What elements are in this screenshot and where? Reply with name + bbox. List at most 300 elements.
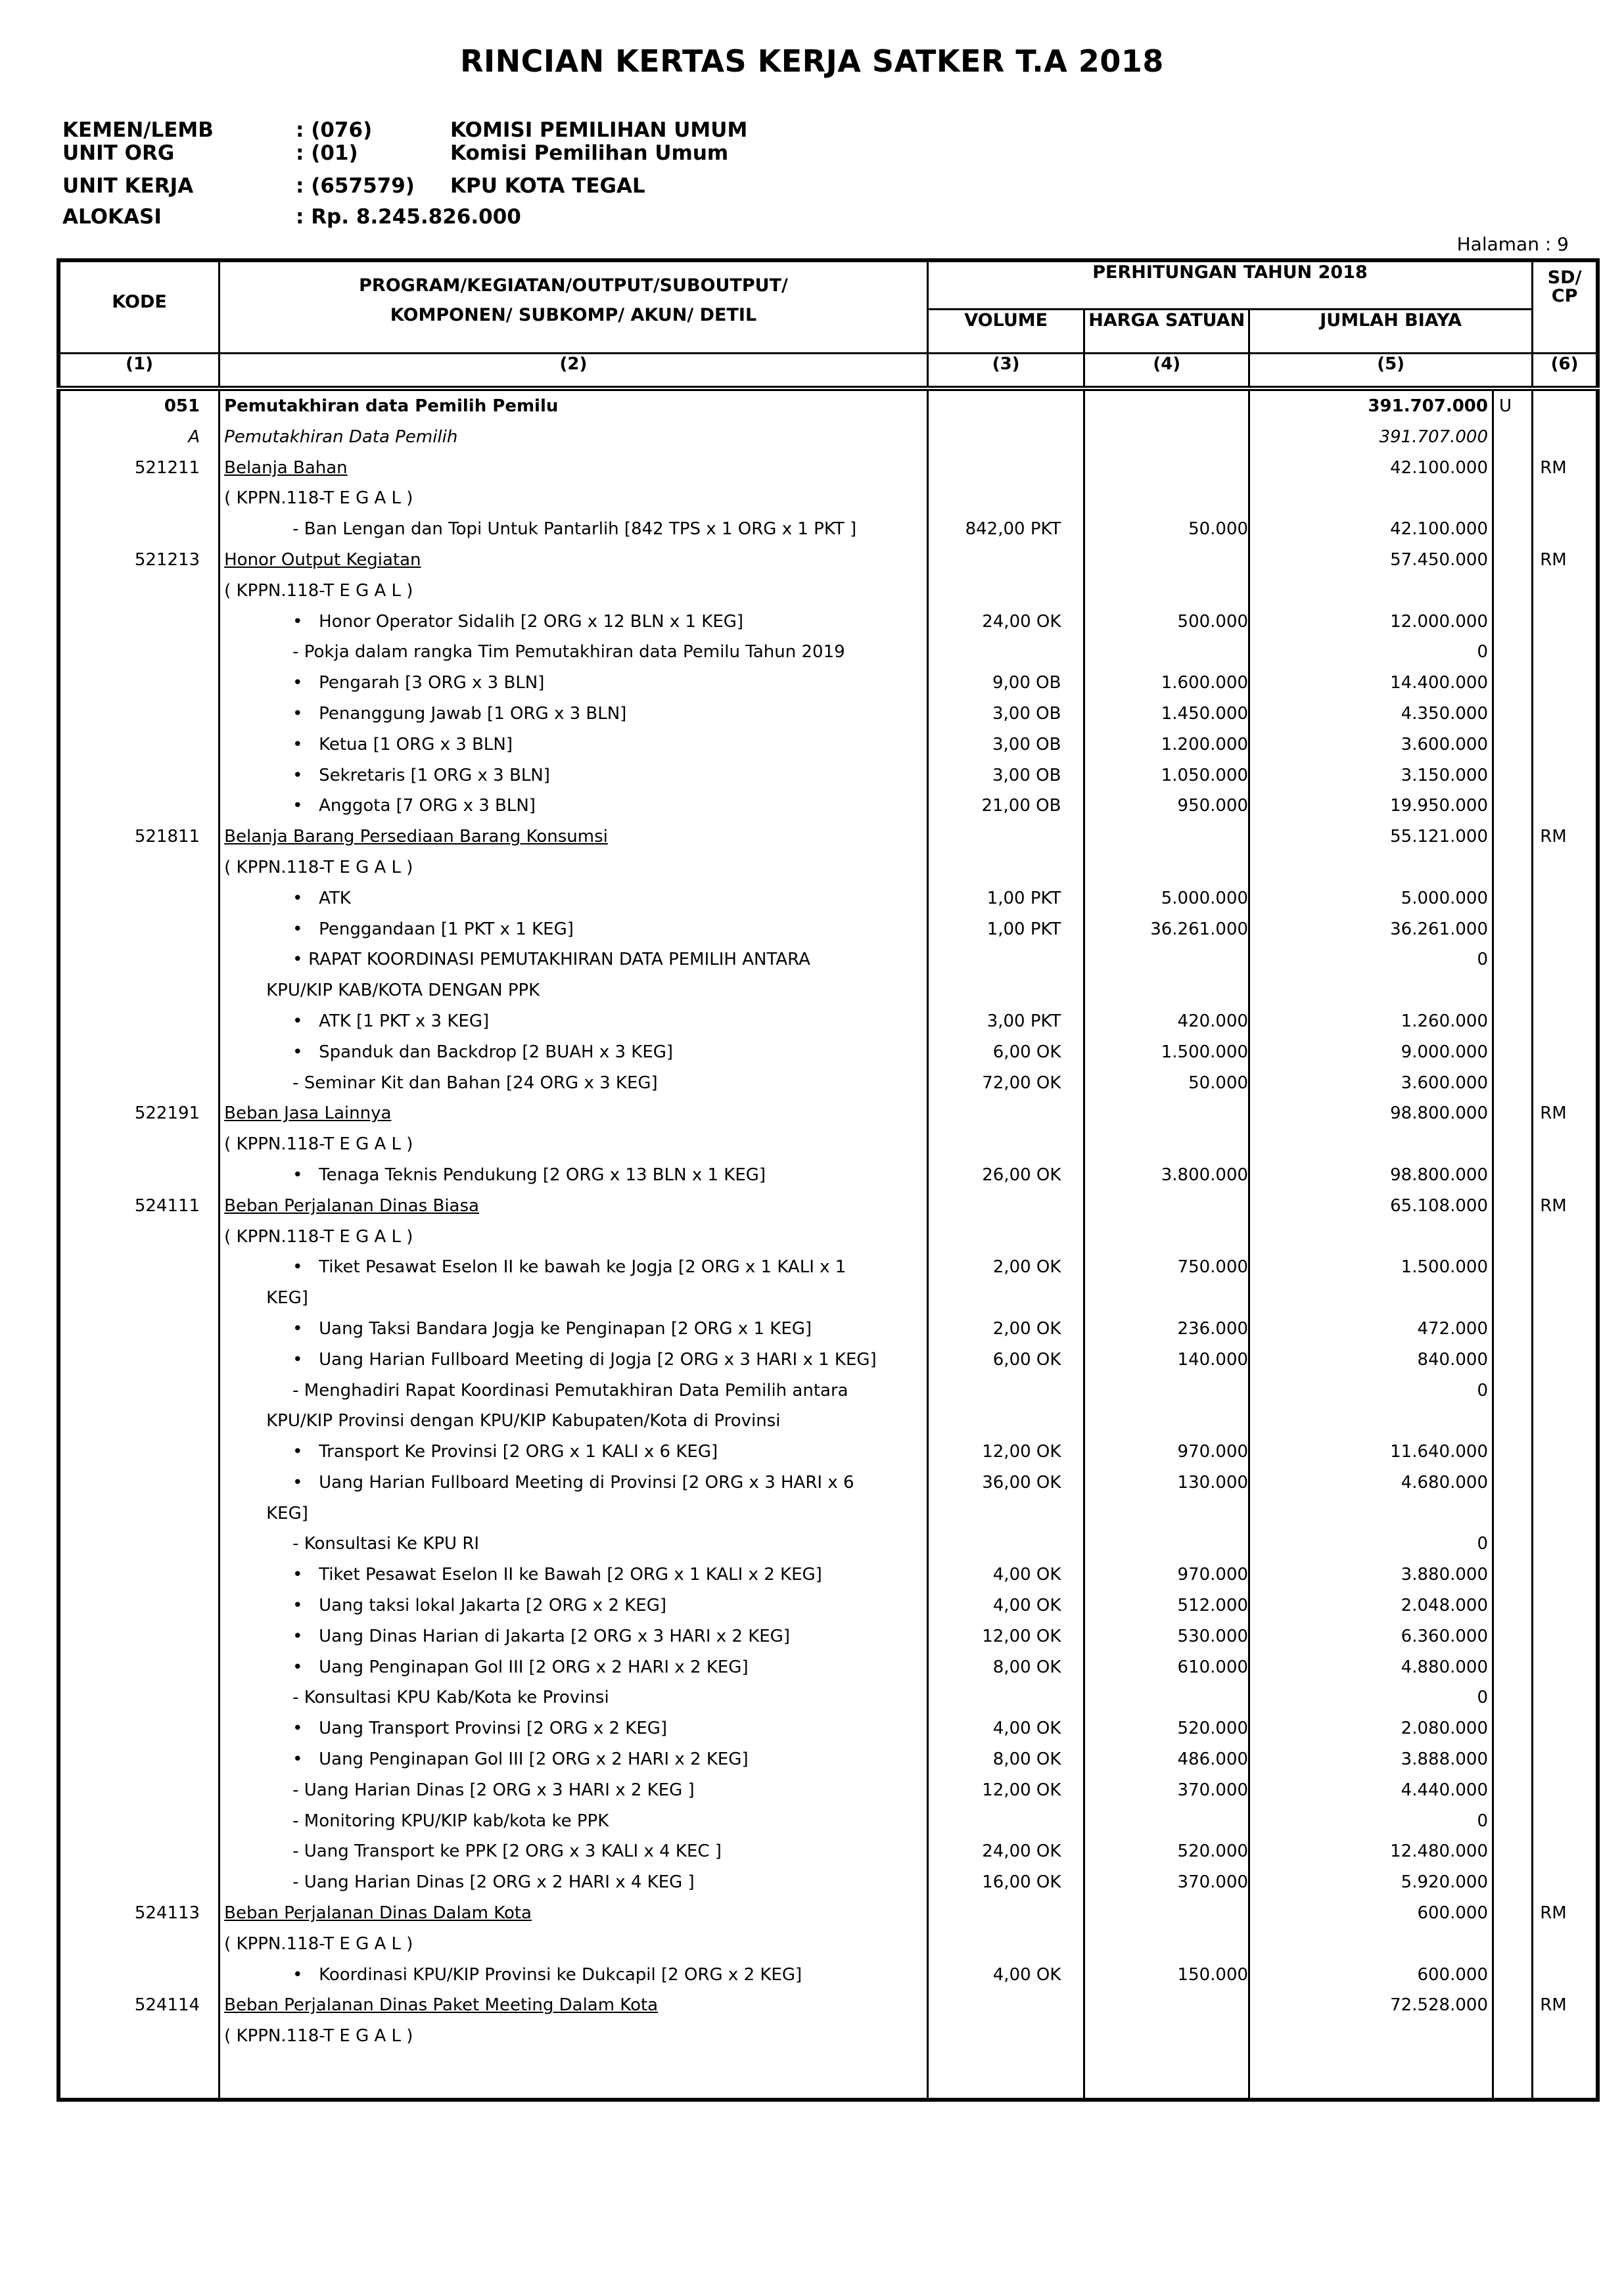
row-jumlah-biaya-text: 72.528.000 <box>1390 1995 1488 2016</box>
row-cp <box>1533 1929 1598 1960</box>
row-volume <box>927 1529 1084 1560</box>
row-cp <box>1533 1068 1598 1099</box>
row-kode <box>58 1129 220 1160</box>
row-volume-text: 1,00 PKT <box>986 919 1061 939</box>
row-harga-satuan <box>1084 914 1249 945</box>
row-volume <box>927 1590 1084 1621</box>
row-volume-text: 12,00 OK <box>982 1626 1061 1646</box>
row-cp <box>1533 1529 1598 1560</box>
row-kode <box>58 637 220 668</box>
row-uraian-text: Uang Penginapan Gol III [2 ORG x 2 HARI x 2 KEG] <box>319 1657 749 1677</box>
row-kode <box>58 1468 220 1498</box>
row-cp <box>1533 1098 1598 1129</box>
row-kode <box>58 1744 220 1775</box>
row-volume <box>927 2021 1084 2052</box>
row-jumlah-biaya <box>1249 1682 1493 1713</box>
row-jumlah-biaya-text: 0 <box>1477 1688 1488 1708</box>
row-jumlah-biaya-text: 57.450.000 <box>1390 549 1488 570</box>
table-row <box>58 1929 1598 1960</box>
row-harga-satuan-text: 750.000 <box>1177 1257 1249 1278</box>
header-kode: KODE <box>58 260 220 354</box>
row-volume <box>927 729 1084 760</box>
row-sd <box>1493 388 1533 422</box>
row-sd <box>1493 1160 1533 1191</box>
row-jumlah-biaya-text: 0 <box>1477 950 1488 970</box>
row-uraian-text: ATK <box>319 888 351 908</box>
row-jumlah-biaya <box>1249 1744 1493 1775</box>
table-row <box>58 483 1598 514</box>
table-row <box>58 944 1598 975</box>
row-cp <box>1533 1867 1598 1898</box>
row-uraian <box>220 637 928 668</box>
row-cp-text: RM <box>1540 1195 1567 1216</box>
row-sd <box>1493 1744 1533 1775</box>
row-volume-text: 1,00 PKT <box>986 888 1061 908</box>
row-sd <box>1493 975 1533 1006</box>
row-uraian-text: - Monitoring KPU/KIP kab/kota ke PPK <box>292 1811 609 1831</box>
row-harga-satuan <box>1084 514 1249 545</box>
row-jumlah-biaya-text: 19.950.000 <box>1390 796 1488 816</box>
table-row <box>58 1713 1598 1744</box>
row-uraian-text: Tiket Pesawat Eselon II ke Bawah [2 ORG x 1 KALI x 2 KEG] <box>319 1565 822 1585</box>
row-harga-satuan-text: 520.000 <box>1177 1841 1249 1862</box>
row-kode <box>58 1037 220 1068</box>
row-kode <box>58 729 220 760</box>
table-row <box>58 2021 1598 2052</box>
table-row <box>58 1191 1598 1222</box>
row-kode <box>58 1775 220 1806</box>
row-kode <box>58 822 220 852</box>
row-harga-satuan <box>1084 1744 1249 1775</box>
row-cp <box>1533 1898 1598 1929</box>
bullet-icon: • <box>292 888 303 908</box>
table-bottom-spacer <box>58 2052 1598 2100</box>
row-uraian-text: Uang taksi lokal Jakarta [2 ORG x 2 KEG] <box>319 1596 667 1616</box>
row-harga-satuan-text: 370.000 <box>1177 1780 1249 1800</box>
row-jumlah-biaya <box>1249 1252 1493 1283</box>
meta-label: UNIT ORG <box>62 141 175 165</box>
row-volume-text: 4,00 OK <box>992 1964 1061 1985</box>
row-cp <box>1533 637 1598 668</box>
table-row <box>58 1990 1598 2021</box>
row-sd <box>1493 1836 1533 1867</box>
row-uraian <box>220 1713 928 1744</box>
row-harga-satuan <box>1084 1006 1249 1037</box>
row-uraian-text: Belanja Barang Persediaan Barang Konsumsi <box>224 827 608 847</box>
row-jumlah-biaya-text: 36.261.000 <box>1390 919 1488 939</box>
empty-cell <box>1533 2052 1598 2100</box>
row-jumlah-biaya <box>1249 2021 1493 2052</box>
row-harga-satuan <box>1084 637 1249 668</box>
row-uraian-text: RAPAT KOORDINASI PEMUTAKHIRAN DATA PEMILIH ANTARA <box>308 950 810 970</box>
bullet-icon: • <box>292 1719 303 1739</box>
row-jumlah-biaya <box>1249 1437 1493 1468</box>
row-uraian-text: Beban Perjalanan Dinas Biasa <box>224 1195 479 1216</box>
row-sd <box>1493 1468 1533 1498</box>
row-cp-text: RM <box>1540 1103 1567 1124</box>
row-uraian <box>220 1652 928 1683</box>
row-harga-satuan <box>1084 1068 1249 1099</box>
row-jumlah-biaya <box>1249 1960 1493 1991</box>
row-kode <box>58 1191 220 1222</box>
bullet-icon: • <box>292 611 303 632</box>
row-volume-text: 9,00 OB <box>992 673 1061 693</box>
row-harga-satuan <box>1084 1345 1249 1376</box>
row-uraian <box>220 914 928 945</box>
row-harga-satuan-text: 140.000 <box>1177 1349 1249 1370</box>
row-jumlah-biaya-text: 9.000.000 <box>1401 1042 1488 1062</box>
row-uraian <box>220 1283 928 1314</box>
row-uraian-text: Tenaga Teknis Pendukung [2 ORG x 13 BLN x 1 KEG] <box>319 1165 766 1185</box>
table-row <box>58 1406 1598 1437</box>
empty-cell <box>58 2052 220 2100</box>
row-jumlah-biaya <box>1249 1345 1493 1376</box>
table-row <box>58 1160 1598 1191</box>
row-uraian-text: Uang Dinas Harian di Jakarta [2 ORG x 3 HARI x 2 KEG] <box>319 1626 790 1646</box>
row-uraian <box>220 1775 928 1806</box>
row-cp <box>1533 1468 1598 1498</box>
row-uraian-text: - Uang Harian Dinas [2 ORG x 2 HARI x 4 KEG ] <box>292 1872 695 1893</box>
row-cp <box>1533 1406 1598 1437</box>
row-uraian-text: Beban Perjalanan Dinas Paket Meeting Dalam Kota <box>224 1995 659 2016</box>
row-uraian-text: Penanggung Jawab [1 ORG x 3 BLN] <box>319 703 627 724</box>
row-sd <box>1493 1529 1533 1560</box>
row-jumlah-biaya <box>1249 1037 1493 1068</box>
row-harga-satuan-text: 50.000 <box>1188 1073 1249 1093</box>
row-uraian <box>220 1376 928 1406</box>
row-uraian-text: ( KPPN.118-T E G A L ) <box>224 1933 413 1954</box>
row-uraian <box>220 1037 928 1068</box>
row-uraian <box>220 1806 928 1837</box>
row-volume <box>927 1652 1084 1683</box>
row-cp <box>1533 883 1598 914</box>
row-uraian <box>220 975 928 1006</box>
row-cp <box>1533 914 1598 945</box>
row-sd <box>1493 729 1533 760</box>
row-uraian-text: KPU/KIP KAB/KOTA DENGAN PPK <box>266 981 540 1001</box>
row-cp <box>1533 760 1598 791</box>
row-uraian-text: ( KPPN.118-T E G A L ) <box>224 580 413 601</box>
row-volume <box>927 822 1084 852</box>
row-volume-text: 3,00 OB <box>992 703 1061 724</box>
row-jumlah-biaya <box>1249 1468 1493 1498</box>
row-uraian-text: ( KPPN.118-T E G A L ) <box>224 1226 413 1247</box>
row-cp <box>1533 822 1598 852</box>
row-volume <box>927 514 1084 545</box>
empty-cell <box>1084 2052 1249 2100</box>
table-row <box>58 1867 1598 1898</box>
row-kode <box>58 1529 220 1560</box>
row-cp-text: RM <box>1540 549 1567 570</box>
row-volume-text: 72,00 OK <box>982 1073 1061 1093</box>
row-volume <box>927 883 1084 914</box>
row-cp <box>1533 975 1598 1006</box>
meta-value: Komisi Pemilihan Umum <box>450 141 729 165</box>
table-row <box>58 1283 1598 1314</box>
row-cp <box>1533 1682 1598 1713</box>
row-uraian-text: Spanduk dan Backdrop [2 BUAH x 3 KEG] <box>319 1042 674 1062</box>
row-kode <box>58 668 220 699</box>
row-jumlah-biaya-text: 600.000 <box>1417 1903 1488 1924</box>
row-harga-satuan <box>1084 944 1249 975</box>
row-jumlah-biaya <box>1249 1836 1493 1867</box>
table-row <box>58 1529 1598 1560</box>
row-cp <box>1533 1560 1598 1590</box>
header-program-line1: PROGRAM/KEGIATAN/OUTPUT/SUBOUTPUT/ <box>359 275 788 296</box>
row-cp <box>1533 1806 1598 1837</box>
table-body <box>58 388 1598 2100</box>
row-volume <box>927 668 1084 699</box>
row-uraian <box>220 1836 928 1867</box>
row-volume <box>927 1406 1084 1437</box>
row-sd <box>1493 1098 1533 1129</box>
row-uraian <box>220 729 928 760</box>
row-harga-satuan <box>1084 668 1249 699</box>
row-harga-satuan <box>1084 852 1249 883</box>
row-jumlah-biaya <box>1249 729 1493 760</box>
bullet-icon: • <box>292 765 303 785</box>
row-sd <box>1493 760 1533 791</box>
row-cp <box>1533 729 1598 760</box>
row-jumlah-biaya-text: 3.600.000 <box>1401 1073 1488 1093</box>
table-row <box>58 729 1598 760</box>
row-kode <box>58 1376 220 1406</box>
row-kode <box>58 1160 220 1191</box>
row-volume <box>927 1437 1084 1468</box>
row-sd <box>1493 1314 1533 1345</box>
meta-label: UNIT KERJA <box>62 174 194 198</box>
row-cp <box>1533 388 1598 422</box>
row-kode <box>58 1960 220 1991</box>
row-uraian-text: Uang Transport Provinsi [2 ORG x 2 KEG] <box>319 1719 668 1739</box>
row-kode <box>58 852 220 883</box>
row-sd <box>1493 1960 1533 1991</box>
row-sd <box>1493 1376 1533 1406</box>
table-row <box>58 1560 1598 1590</box>
row-volume <box>927 1129 1084 1160</box>
row-volume <box>927 1560 1084 1590</box>
row-harga-satuan-text: 130.000 <box>1177 1472 1249 1493</box>
row-cp <box>1533 1621 1598 1652</box>
row-kode-text: 524113 <box>134 1903 200 1924</box>
bullet-icon: • <box>292 1042 303 1062</box>
table-row <box>58 1037 1598 1068</box>
table-row <box>58 914 1598 945</box>
row-harga-satuan <box>1084 1898 1249 1929</box>
table-row <box>58 668 1598 699</box>
row-jumlah-biaya <box>1249 453 1493 484</box>
row-jumlah-biaya-text: 12.480.000 <box>1390 1841 1488 1862</box>
row-volume <box>927 1836 1084 1867</box>
row-sd <box>1493 791 1533 822</box>
row-cp <box>1533 1836 1598 1867</box>
row-volume <box>927 607 1084 637</box>
row-harga-satuan <box>1084 1222 1249 1253</box>
row-volume-text: 3,00 PKT <box>986 1011 1061 1031</box>
bullet-icon: • <box>292 1442 303 1462</box>
row-uraian <box>220 760 928 791</box>
row-kode <box>58 607 220 637</box>
row-harga-satuan <box>1084 422 1249 453</box>
row-uraian-text: KEG] <box>266 1288 308 1308</box>
row-uraian-text: Koordinasi KPU/KIP Provinsi ke Dukcapil [2 ORG x 2 KEG] <box>319 1964 802 1985</box>
row-harga-satuan-text: 1.500.000 <box>1161 1042 1249 1062</box>
row-sd <box>1493 1590 1533 1621</box>
row-uraian-text: - Uang Harian Dinas [2 ORG x 3 HARI x 2 KEG ] <box>292 1780 695 1800</box>
row-uraian-text: Transport Ke Provinsi [2 ORG x 1 KALI x 6 KEG] <box>319 1442 718 1462</box>
row-sd <box>1493 1437 1533 1468</box>
row-harga-satuan <box>1084 822 1249 852</box>
row-uraian-text: Uang Harian Fullboard Meeting di Jogja [2 ORG x 3 HARI x 1 KEG] <box>319 1349 877 1370</box>
row-kode <box>58 1652 220 1683</box>
row-cp <box>1533 699 1598 729</box>
row-uraian <box>220 483 928 514</box>
row-harga-satuan <box>1084 2021 1249 2052</box>
row-cp-text: RM <box>1540 1995 1567 2016</box>
row-uraian <box>220 1406 928 1437</box>
row-sd <box>1493 1898 1533 1929</box>
row-jumlah-biaya-text: 2.080.000 <box>1401 1719 1488 1739</box>
row-sd <box>1493 545 1533 576</box>
colnum-6: (6) <box>1533 354 1598 389</box>
row-uraian-text: Sekretaris [1 ORG x 3 BLN] <box>319 765 550 785</box>
row-sd <box>1493 1682 1533 1713</box>
row-cp <box>1533 514 1598 545</box>
row-jumlah-biaya-text: 4.680.000 <box>1401 1472 1488 1493</box>
row-uraian <box>220 1682 928 1713</box>
row-volume <box>927 1867 1084 1898</box>
row-sd <box>1493 576 1533 607</box>
header-sdcp: SD/ CP <box>1533 260 1598 354</box>
row-jumlah-biaya <box>1249 1560 1493 1590</box>
row-cp <box>1533 1037 1598 1068</box>
row-uraian <box>220 1252 928 1283</box>
table-row <box>58 1652 1598 1683</box>
row-kode <box>58 1990 220 2021</box>
row-cp <box>1533 1744 1598 1775</box>
row-jumlah-biaya-text: 391.707.000 <box>1379 427 1488 447</box>
table-row <box>58 637 1598 668</box>
row-volume-text: 12,00 OK <box>982 1442 1061 1462</box>
row-uraian-text: Belanja Bahan <box>224 457 348 478</box>
table-row <box>58 1960 1598 1991</box>
row-kode-text: 524111 <box>134 1195 200 1216</box>
row-kode <box>58 1590 220 1621</box>
row-uraian-text: - Ban Lengan dan Topi Untuk Pantarlih [842 TPS x 1 ORG x 1 PKT ] <box>292 519 857 540</box>
table-row <box>58 1098 1598 1129</box>
row-cp <box>1533 1713 1598 1744</box>
row-kode <box>58 883 220 914</box>
row-cp <box>1533 576 1598 607</box>
row-harga-satuan <box>1084 1160 1249 1191</box>
row-jumlah-biaya-text: 11.640.000 <box>1390 1442 1488 1462</box>
row-cp <box>1533 545 1598 576</box>
row-jumlah-biaya <box>1249 1406 1493 1437</box>
row-jumlah-biaya-text: 1.500.000 <box>1401 1257 1488 1278</box>
row-cp <box>1533 422 1598 453</box>
row-jumlah-biaya <box>1249 483 1493 514</box>
row-volume-text: 3,00 OB <box>992 734 1061 754</box>
row-uraian-text: - Menghadiri Rapat Koordinasi Pemutakhiran Data Pemilih antara <box>292 1380 848 1400</box>
row-jumlah-biaya <box>1249 883 1493 914</box>
row-volume <box>927 1744 1084 1775</box>
row-harga-satuan-text: 1.200.000 <box>1161 734 1249 754</box>
row-volume <box>927 483 1084 514</box>
row-kode <box>58 1006 220 1037</box>
row-jumlah-biaya <box>1249 388 1493 422</box>
row-harga-satuan <box>1084 883 1249 914</box>
row-volume <box>927 1314 1084 1345</box>
meta-code: : Rp. 8.245.826.000 <box>296 205 521 229</box>
row-volume <box>927 388 1084 422</box>
bullet-icon: • <box>292 950 303 970</box>
table-row <box>58 975 1598 1006</box>
bullet-icon: • <box>292 1349 303 1370</box>
bullet-icon: • <box>292 1318 303 1339</box>
row-uraian-text: Penggandaan [1 PKT x 1 KEG] <box>319 919 574 939</box>
table-row <box>58 1836 1598 1867</box>
row-jumlah-biaya-text: 0 <box>1477 1534 1488 1554</box>
row-harga-satuan <box>1084 1682 1249 1713</box>
row-uraian <box>220 1867 928 1898</box>
row-harga-satuan <box>1084 1806 1249 1837</box>
row-harga-satuan-text: 5.000.000 <box>1161 888 1249 908</box>
row-jumlah-biaya-text: 2.048.000 <box>1401 1596 1488 1616</box>
row-sd <box>1493 1283 1533 1314</box>
row-jumlah-biaya-text: 98.800.000 <box>1390 1165 1488 1185</box>
row-kode <box>58 483 220 514</box>
row-jumlah-biaya <box>1249 668 1493 699</box>
bullet-icon: • <box>292 1657 303 1677</box>
row-harga-satuan <box>1084 1037 1249 1068</box>
table-row <box>58 1006 1598 1037</box>
row-cp <box>1533 1314 1598 1345</box>
row-jumlah-biaya <box>1249 576 1493 607</box>
row-uraian <box>220 699 928 729</box>
row-sd <box>1493 514 1533 545</box>
row-uraian-text: Ketua [1 ORG x 3 BLN] <box>319 734 513 754</box>
row-volume <box>927 914 1084 945</box>
row-uraian <box>220 1314 928 1345</box>
row-kode <box>58 1283 220 1314</box>
row-kode-text: 522191 <box>134 1103 200 1124</box>
colnum-2: (2) <box>220 354 928 389</box>
row-kode <box>58 760 220 791</box>
row-sd <box>1493 607 1533 637</box>
row-cp <box>1533 1252 1598 1283</box>
row-uraian-text: Pemutakhiran data Pemilih Pemilu <box>224 396 559 416</box>
table-row <box>58 1345 1598 1376</box>
row-jumlah-biaya-text: 4.440.000 <box>1401 1780 1488 1800</box>
bullet-icon: • <box>292 919 303 939</box>
row-jumlah-biaya <box>1249 1929 1493 1960</box>
row-jumlah-biaya-text: 42.100.000 <box>1390 457 1488 478</box>
bullet-icon: • <box>292 796 303 816</box>
row-volume-text: 12,00 OK <box>982 1780 1061 1800</box>
table-row <box>58 1252 1598 1283</box>
row-uraian <box>220 1437 928 1468</box>
row-uraian <box>220 1468 928 1498</box>
row-harga-satuan-text: 970.000 <box>1177 1565 1249 1585</box>
row-volume <box>927 1929 1084 1960</box>
row-uraian <box>220 1345 928 1376</box>
table-row <box>58 1590 1598 1621</box>
row-cp <box>1533 1006 1598 1037</box>
budget-table <box>57 258 1600 2102</box>
row-harga-satuan <box>1084 1468 1249 1498</box>
row-jumlah-biaya <box>1249 1775 1493 1806</box>
bullet-icon: • <box>292 703 303 724</box>
